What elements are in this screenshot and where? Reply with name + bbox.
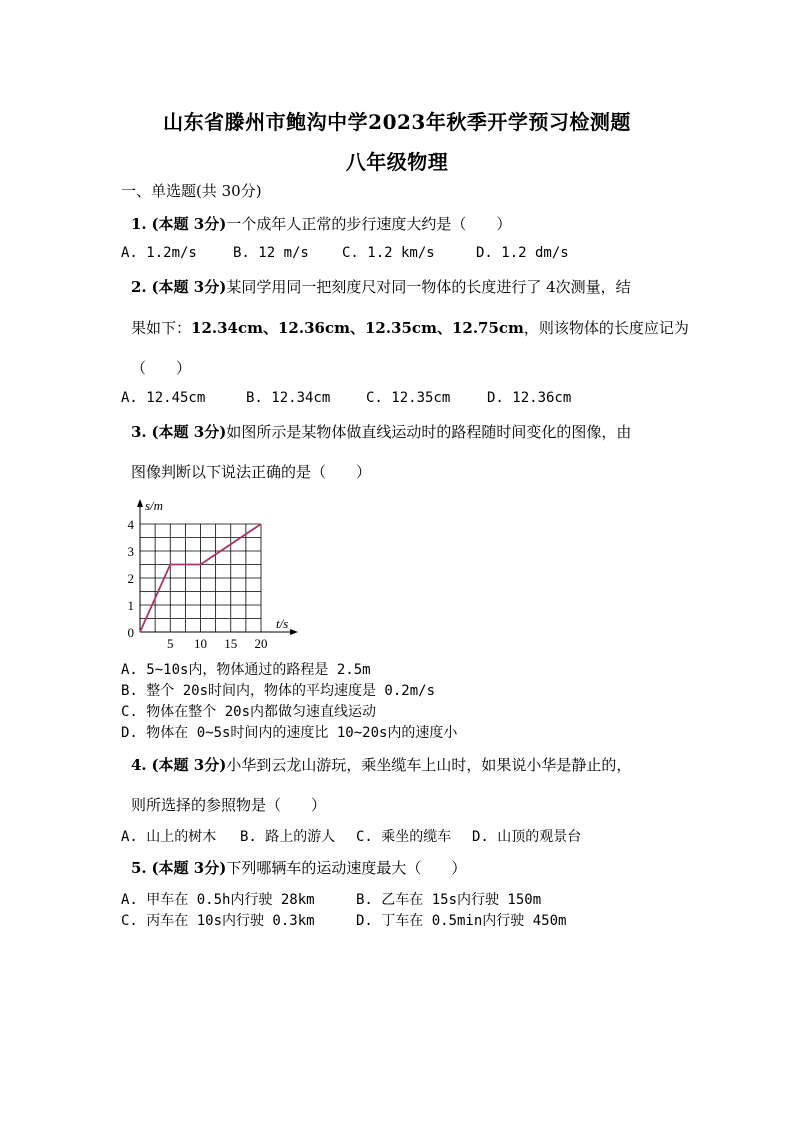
question-5-stem (131, 857, 466, 878)
measurement-values: 12.34cm、12.36cm、12.35cm、12.75cm (191, 319, 524, 337)
question-number: 5. (131, 859, 147, 877)
question-1-option-b[interactable]: B. 12 m/s (233, 245, 309, 261)
x-tick-label: 20 (254, 636, 268, 651)
question-4-option-a[interactable]: A. 山上的树木 (121, 829, 217, 845)
y-tick-label: 3 (127, 544, 134, 559)
question-3-option-a[interactable]: A. 5~10s内，物体通过的路程是 2.5m (121, 662, 371, 678)
question-number: 2. (131, 278, 147, 296)
question-1-option-a[interactable]: A. 1.2m/s (121, 245, 197, 261)
document-title: 山东省滕州市鲍沟中学2023年秋季开学预习检测题 (163, 110, 631, 134)
question-number: 3. (131, 423, 147, 441)
question-text: 某同学用同一把刻度尺对同一物体的长度进行了 4次测量，结 (226, 278, 631, 296)
y-axis-arrow (137, 499, 143, 507)
x-tick-label: 15 (224, 636, 238, 651)
chart-ticks (128, 517, 268, 651)
question-text: 下列哪辆车的运动速度最大（ ） (226, 859, 467, 877)
question-3-stem-line2: 图像判断以下说法正确的是（ ） (131, 463, 372, 481)
question-3-option-d[interactable]: D. 物体在 0~5s时间内的速度比 10~20s内的速度小 (121, 725, 458, 741)
distance-time-graph (118, 495, 303, 653)
question-text: 果如下： (131, 319, 192, 337)
question-2-option-c[interactable]: C. 12.35cm (366, 390, 451, 406)
question-2-answer-blank: （ ） (131, 359, 192, 377)
question-1-option-d[interactable]: D. 1.2 dm/s (476, 245, 569, 261)
question-2-stem-line2 (131, 317, 689, 338)
question-1-stem (131, 213, 511, 234)
question-3-option-b[interactable]: B. 整个 20s时间内，物体的平均速度是 0.2m/s (121, 683, 436, 699)
y-tick-label: 0 (127, 625, 134, 640)
question-4-option-d[interactable]: D. 山顶的观景台 (472, 829, 582, 845)
question-5-option-b[interactable]: B. 乙车在 15s内行驶 150m (356, 892, 542, 908)
question-4-option-b[interactable]: B. 路上的游人 (240, 829, 336, 845)
y-axis-label: s/m (145, 498, 164, 513)
question-score-tag: (本题 3分) (151, 423, 227, 441)
question-number: 1. (131, 215, 147, 233)
question-3-stem (131, 421, 631, 442)
chart-axes (137, 499, 298, 635)
question-text: 小华到云龙山游玩，乘坐缆车上山时，如果说小华是静止的， (226, 756, 632, 774)
x-tick-label: 5 (167, 636, 174, 651)
question-score-tag: (本题 3分) (151, 756, 227, 774)
section-heading: 一、单选题(共 30分) (121, 182, 262, 200)
question-score-tag: (本题 3分) (151, 215, 227, 233)
question-2-stem (131, 276, 631, 297)
question-2-option-d[interactable]: D. 12.36cm (487, 390, 572, 406)
chart-grid (140, 524, 261, 632)
x-axis-label: t/s (276, 616, 289, 631)
question-score-tag: (本题 3分) (151, 278, 227, 296)
question-score-tag: (本题 3分) (151, 859, 227, 877)
question-2-option-a[interactable]: A. 12.45cm (121, 390, 206, 406)
question-4-stem (131, 754, 631, 775)
y-tick-label: 4 (127, 517, 134, 532)
question-number: 4. (131, 756, 147, 774)
y-tick-label: 1 (127, 598, 134, 613)
question-2-option-b[interactable]: B. 12.34cm (246, 390, 331, 406)
question-5-option-d[interactable]: D. 丁车在 0.5min内行驶 450m (356, 913, 567, 929)
y-tick-label: 2 (127, 571, 134, 586)
question-3-option-c[interactable]: C. 物体在整个 20s内都做匀速直线运动 (121, 704, 377, 720)
x-tick-label: 10 (194, 636, 207, 651)
question-text: 如图所示是某物体做直线运动时的路程随时间变化的图像，由 (226, 423, 632, 441)
question-1-option-c[interactable]: C. 1.2 km/s (342, 245, 435, 261)
question-text: ，则该物体的长度应记为 (523, 319, 689, 337)
question-4-stem-line2: 则所选择的参照物是（ ） (131, 796, 327, 814)
question-text: 一个成年人正常的步行速度大约是（ ） (226, 215, 512, 233)
x-axis-arrow (290, 629, 298, 635)
document-subtitle: 八年级物理 (345, 150, 449, 174)
question-4-option-c[interactable]: C. 乘坐的缆车 (356, 829, 452, 845)
question-5-option-a[interactable]: A. 甲车在 0.5h内行驶 28km (121, 892, 315, 908)
question-5-option-c[interactable]: C. 丙车在 10s内行驶 0.3km (121, 913, 315, 929)
